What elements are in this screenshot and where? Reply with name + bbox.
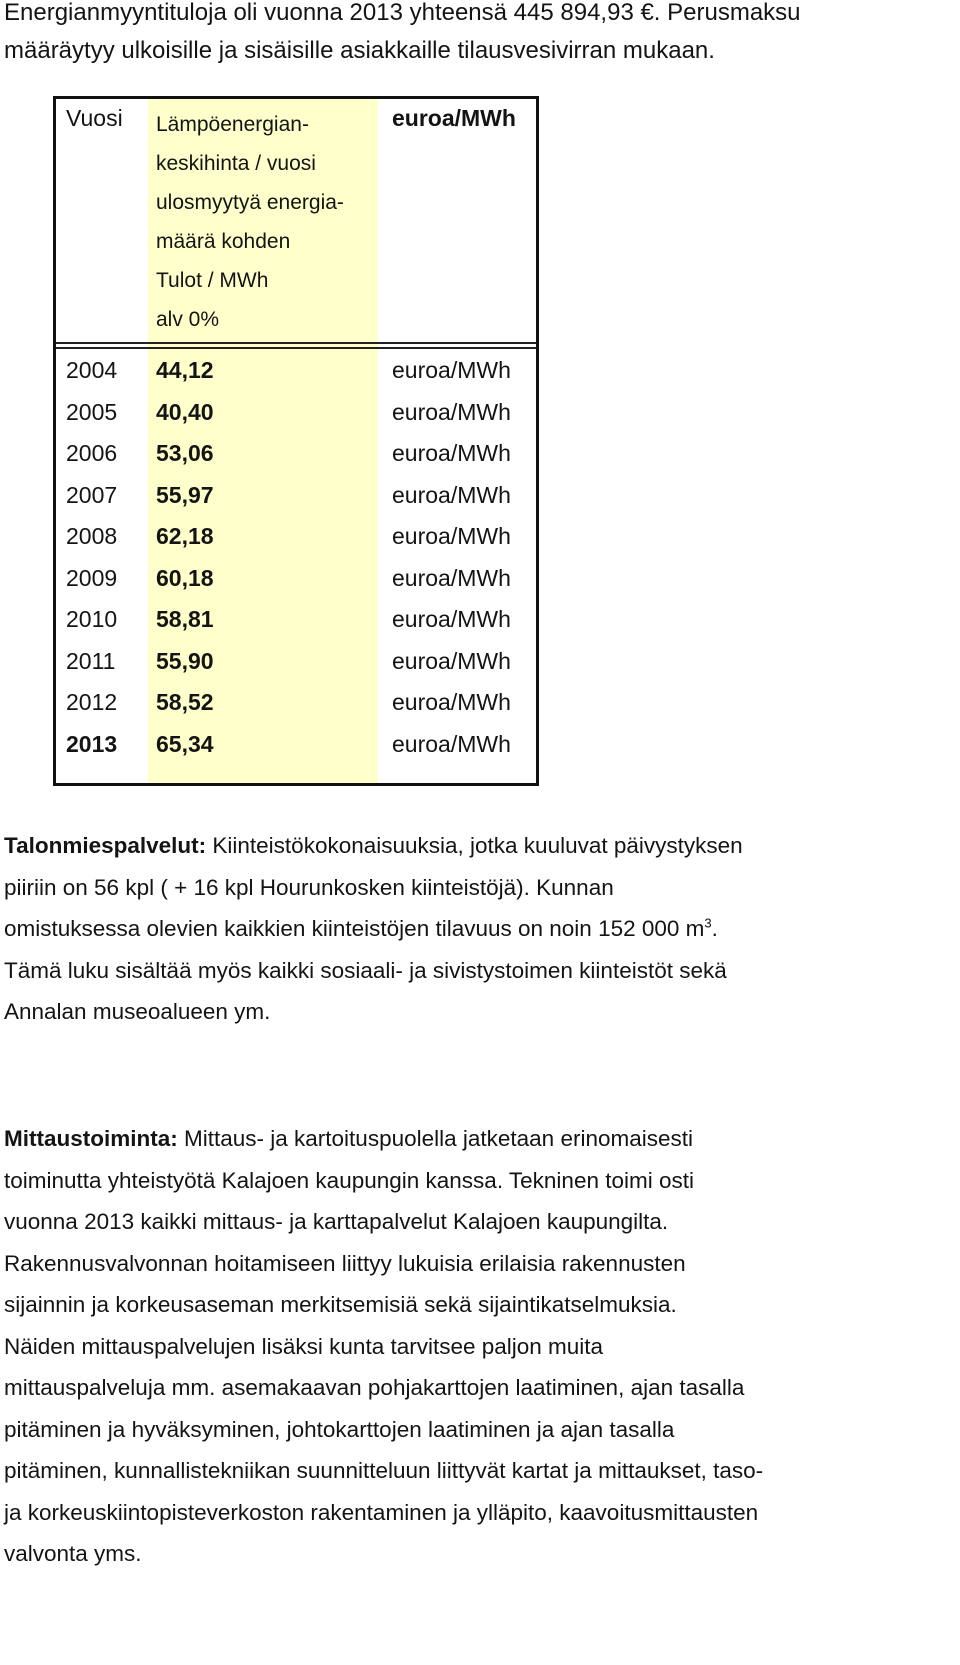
row-year: 2005 [66,398,118,425]
talonmiespalvelut-paragraph [4,825,949,1033]
paragraph-line [4,908,949,950]
paragraph-text: Kiinteistökokonaisuuksia, jotka kuuluvat päivystyksen [206,833,743,858]
table-row [56,519,536,561]
row-value: 40,40 [156,398,214,425]
row-year: 2007 [66,481,118,508]
intro-paragraph [4,0,944,70]
header-description [156,105,344,339]
paragraph-line [4,1118,949,1160]
paragraph-line: pitäminen, kunnallistekniikan suunnitteluun liittyvät kartat ja mittaukset, taso- [4,1458,764,1483]
row-unit: euroa/MWh [392,689,511,715]
row-year: 2012 [66,689,118,715]
row-value: 58,81 [156,606,214,632]
row-value: 53,06 [156,440,214,466]
row-value: 44,12 [156,357,214,383]
energy-price-table [53,96,539,786]
row-value: 55,97 [156,481,214,508]
paragraph-line [4,825,949,867]
table-row [56,685,536,727]
header-desc-line: Tulot / MWh [156,269,269,292]
paragraph-text: omistuksessa olevien kaikkien kiinteistöjen tilavuus on noin 152 000 m [4,916,705,941]
row-unit: euroa/MWh [392,647,511,674]
row-year: 2004 [66,357,118,383]
table-row [56,436,536,478]
row-value: 62,18 [156,523,214,549]
mittaustoiminta-paragraph [4,1118,949,1575]
paragraph-line: pitäminen ja hyväksyminen, johtokarttojen laatiminen ja ajan tasalla [4,1416,675,1442]
header-desc-line: alv 0% [156,308,220,331]
row-unit: euroa/MWh [392,440,511,466]
header-desc-line: Lämpöenergian- [156,113,309,136]
paragraph-line: Tämä luku sisältää myös kaikki sosiaali- ja sivistystoimen kiinteistöt sekä [4,957,727,983]
header-desc-line: ulosmyytyä energia- [156,191,344,214]
table-row [56,478,536,520]
table-row [56,561,536,603]
row-value: 60,18 [156,564,214,591]
row-unit: euroa/MWh [392,481,511,508]
paragraph-line: valvonta yms. [4,1541,142,1566]
row-value: 58,52 [156,689,214,715]
section-lead: Mittaustoiminta: [4,1126,178,1151]
row-unit: euroa/MWh [392,606,511,632]
table-row [56,727,536,769]
intro-line: Energianmyyntituloja oli vuonna 2013 yhteensä 445 894,93 €. Perusmaksu [4,0,801,26]
header-divider [56,342,536,344]
paragraph-line: toiminutta yhteistyötä Kalajoen kaupungin kanssa. Tekninen toimi osti [4,1167,694,1193]
row-year: 2008 [66,523,118,549]
row-value: 55,90 [156,647,214,674]
header-desc-line: keskihinta / vuosi [156,152,316,175]
table-row [56,644,536,686]
row-unit: euroa/MWh [392,564,511,591]
row-unit: euroa/MWh [392,523,511,549]
section-lead: Talonmiespalvelut: [4,833,207,858]
table-row [56,602,536,644]
row-year: 2013 [66,730,118,757]
paragraph-line: ja korkeuskiintopisteverkoston rakentaminen ja ylläpito, kaavoitusmittausten [4,1499,759,1525]
table-body [56,353,536,768]
intro-line: määräytyy ulkoisille ja sisäisille asiakkaille tilausvesivirran mukaan. [4,37,715,64]
row-unit: euroa/MWh [392,357,511,383]
paragraph-text: Mittaus- ja kartoituspuolella jatketaan erinomaisesti [177,1126,693,1151]
paragraph-line: Rakennusvalvonnan hoitamiseen liittyy lukuisia erilaisia rakennusten [4,1250,686,1276]
row-value: 65,34 [156,730,214,757]
row-unit: euroa/MWh [392,730,511,757]
table-row [56,353,536,395]
header-desc-line: määrä kohden [156,230,291,253]
superscript: 3 [704,915,712,931]
row-year: 2009 [66,564,118,591]
paragraph-text: . [711,916,718,941]
paragraph-line: mittauspalveluja mm. asemakaavan pohjakarttojen laatiminen, ajan tasalla [4,1375,745,1400]
row-unit: euroa/MWh [392,398,511,425]
table-row [56,395,536,437]
paragraph-line: sijainnin ja korkeusaseman merkitsemisiä sekä sijaintikatselmuksia. [4,1292,677,1317]
paragraph-line: Annalan museoalueen ym. [4,999,271,1024]
row-year: 2006 [66,440,118,466]
paragraph-line: piiriin on 56 kpl ( + 16 kpl Hourunkosken kiinteistöjä). Kunnan [4,874,614,900]
header-divider [56,347,536,349]
row-year: 2010 [66,606,118,632]
header-year: Vuosi [66,105,123,131]
paragraph-line: Näiden mittauspalvelujen lisäksi kunta tarvitsee paljon muita [4,1333,604,1359]
header-unit: euroa/MWh [392,105,516,131]
paragraph-line: vuonna 2013 kaikki mittaus- ja karttapalvelut Kalajoen kaupungilta. [4,1209,669,1234]
row-year: 2011 [66,647,116,674]
